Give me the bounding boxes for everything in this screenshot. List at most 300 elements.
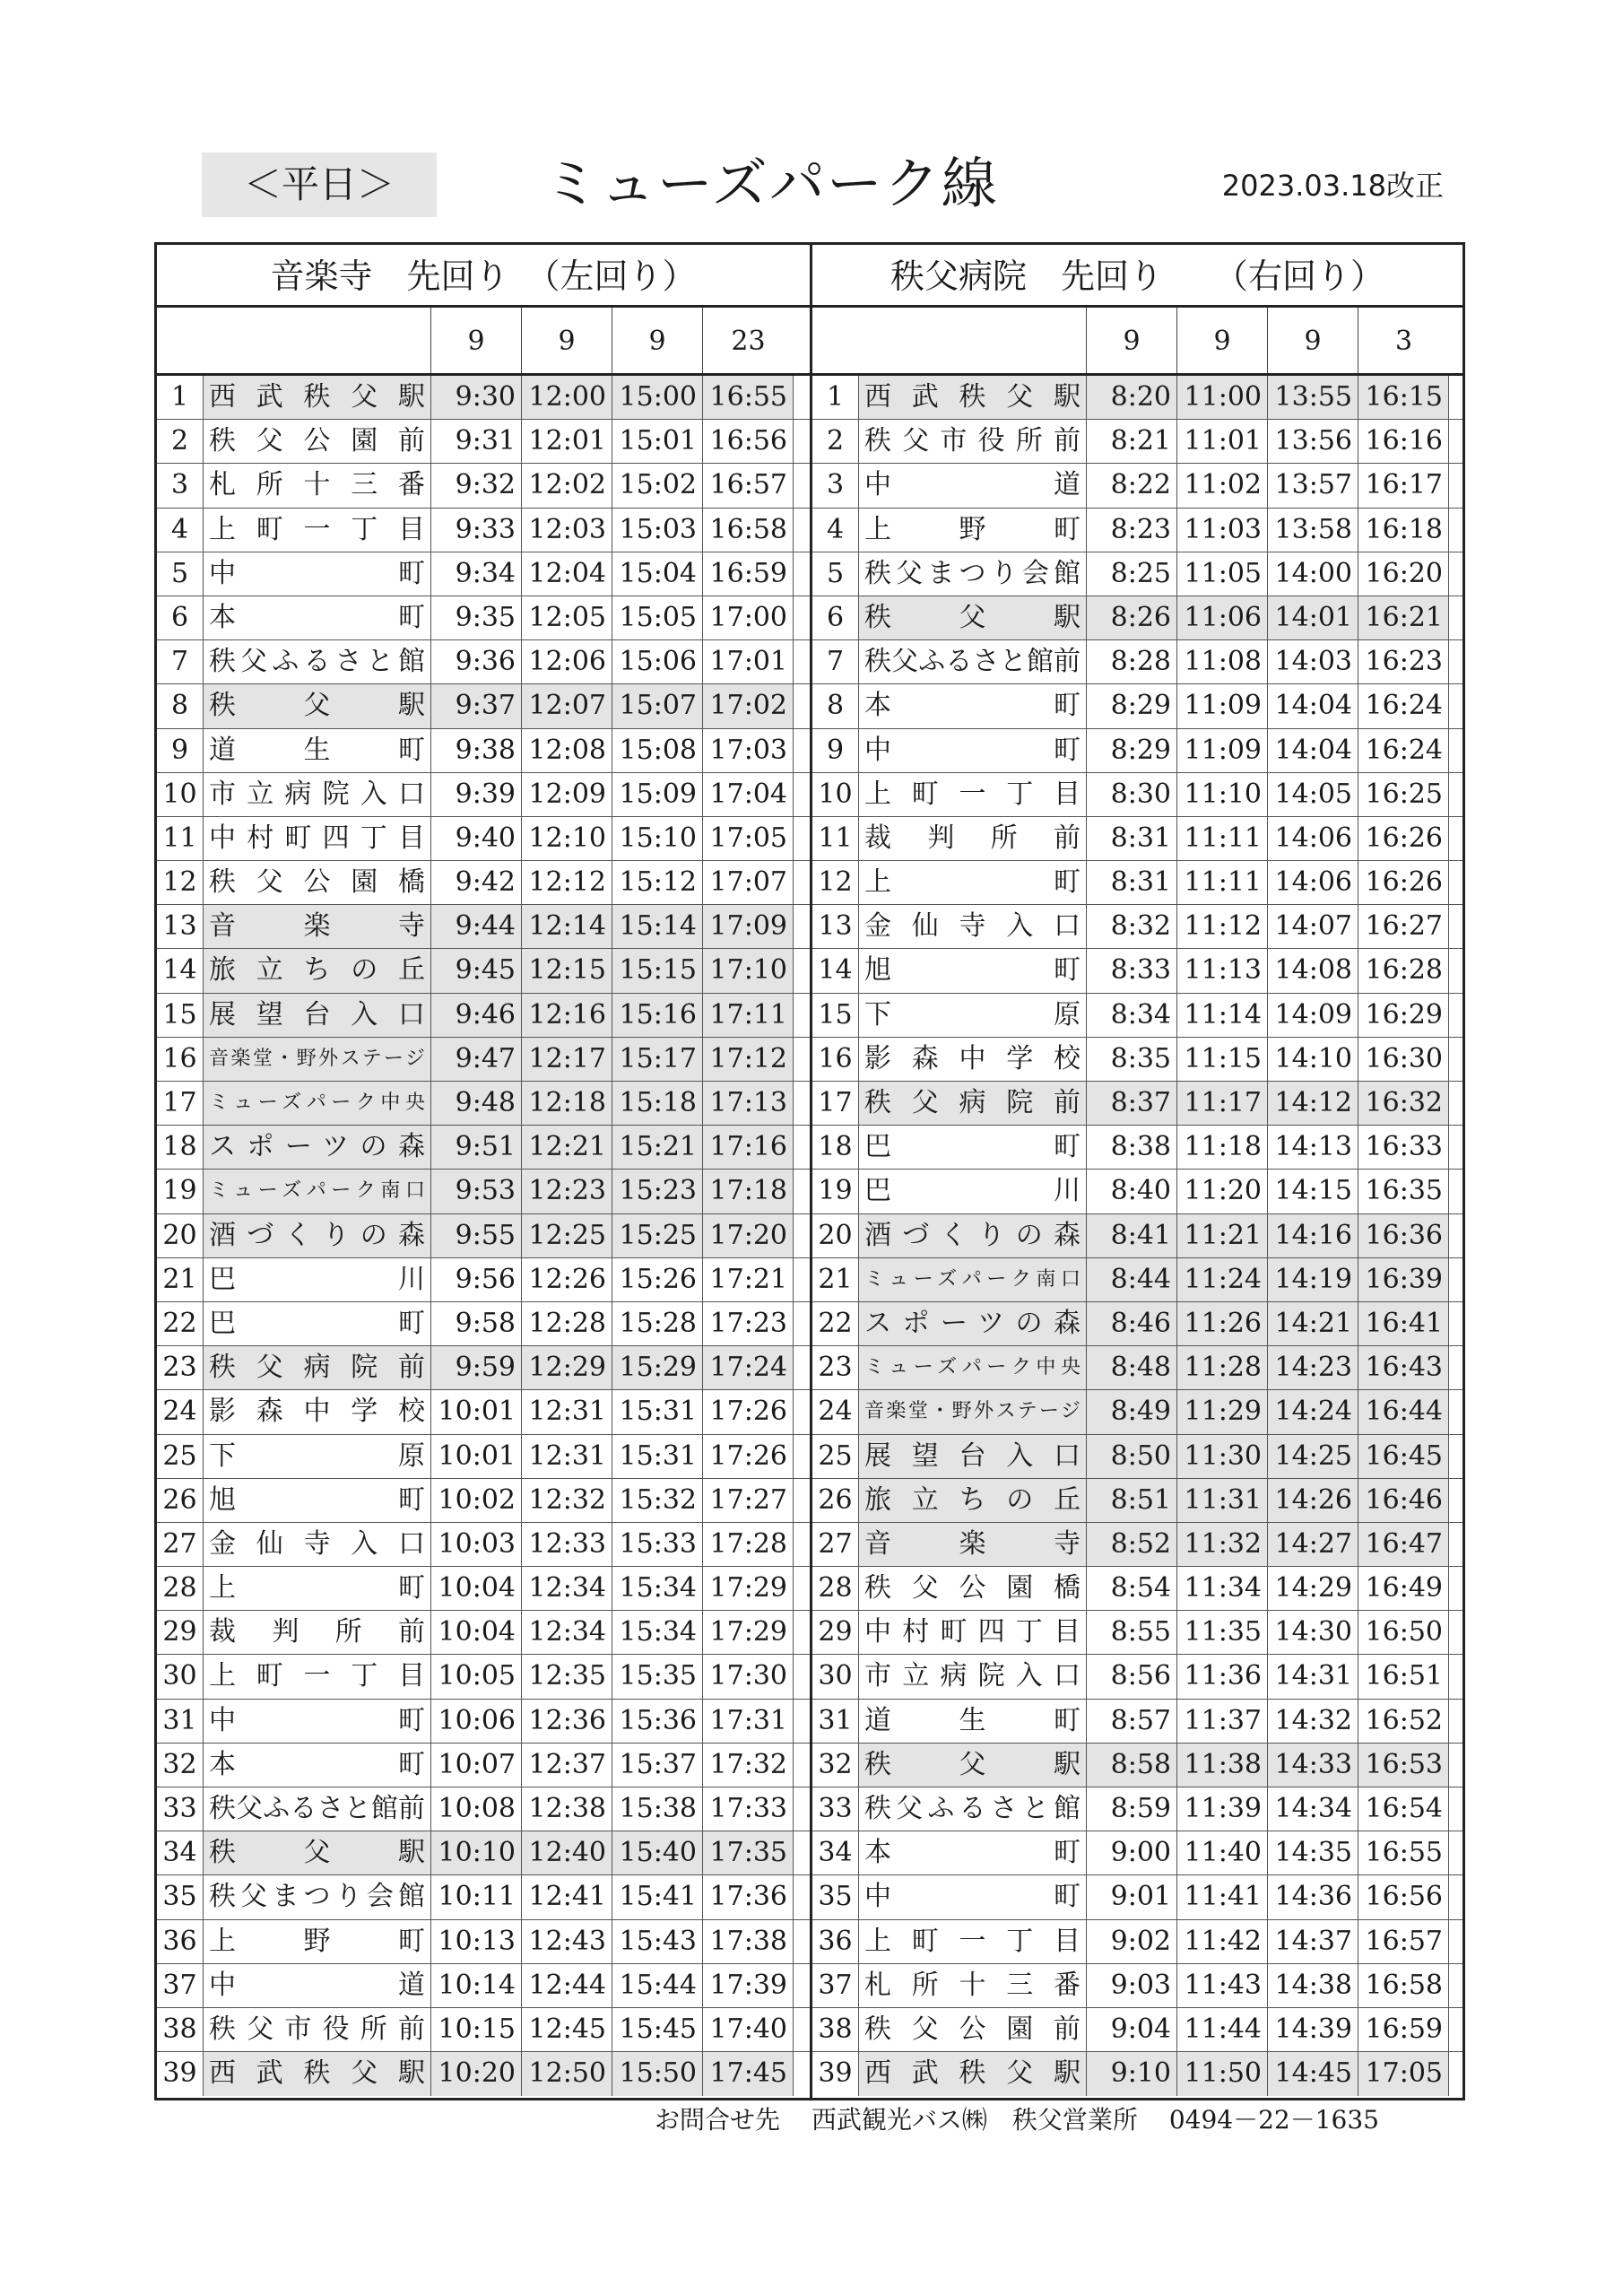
table-row xyxy=(812,1170,1462,1213)
departure-time: 17:38 xyxy=(703,1920,794,1963)
stop-name: 巴 川 xyxy=(204,1258,431,1301)
departure-time: 15:34 xyxy=(612,1611,703,1654)
stop-number: 23 xyxy=(157,1346,204,1389)
departure-time: 16:41 xyxy=(1358,1302,1449,1345)
departure-time: 11:26 xyxy=(1177,1302,1268,1345)
stop-number: 1 xyxy=(157,376,204,419)
departure-time: 11:15 xyxy=(1177,1038,1268,1081)
stop-number: 7 xyxy=(157,640,204,683)
table-row xyxy=(812,2052,1462,2096)
stop-name: 道 生 町 xyxy=(859,1700,1087,1743)
contact-label: お問合せ先 xyxy=(655,2105,781,2135)
left-trip-header-row xyxy=(157,308,810,376)
table-row xyxy=(157,1390,810,1434)
stop-name: 中 町 xyxy=(204,552,431,596)
table-row xyxy=(812,1082,1462,1126)
departure-time: 8:20 xyxy=(1087,376,1177,419)
departure-time: 10:04 xyxy=(431,1567,522,1610)
departure-time: 12:23 xyxy=(522,1170,612,1213)
table-row xyxy=(812,1435,1462,1479)
departure-time: 15:18 xyxy=(612,1082,703,1125)
trip-number: 9 xyxy=(1087,308,1177,373)
departure-time: 8:25 xyxy=(1087,552,1177,596)
stop-number: 5 xyxy=(812,552,859,596)
stop-name: 市立病院入口 xyxy=(204,773,431,816)
right-loop-heading: 秩父病院 先回り （右回り） xyxy=(812,245,1462,308)
departure-time: 13:55 xyxy=(1268,376,1358,419)
table-row xyxy=(157,1875,810,1919)
table-row xyxy=(812,861,1462,905)
departure-time: 17:40 xyxy=(703,2008,794,2051)
table-row xyxy=(157,1346,810,1390)
departure-time: 17:20 xyxy=(703,1214,794,1257)
stop-name: 展望台入口 xyxy=(859,1435,1087,1478)
departure-time: 10:11 xyxy=(431,1875,522,1918)
departure-time: 11:13 xyxy=(1177,949,1268,992)
stop-number: 27 xyxy=(157,1523,204,1566)
departure-time: 8:58 xyxy=(1087,1744,1177,1787)
departure-time: 14:09 xyxy=(1268,994,1358,1037)
stop-number: 38 xyxy=(812,2008,859,2051)
stop-name: 札所十三番 xyxy=(859,1964,1087,2007)
departure-time: 14:29 xyxy=(1268,1567,1358,1610)
departure-time: 10:07 xyxy=(431,1744,522,1787)
table-row xyxy=(812,640,1462,684)
departure-time: 10:01 xyxy=(431,1390,522,1433)
departure-time: 17:39 xyxy=(703,1964,794,2007)
departure-time: 14:34 xyxy=(1268,1787,1358,1831)
table-row xyxy=(157,684,810,728)
departure-time: 12:34 xyxy=(522,1567,612,1610)
stop-number: 3 xyxy=(812,464,859,507)
departure-time: 8:48 xyxy=(1087,1346,1177,1389)
stop-number: 33 xyxy=(812,1787,859,1831)
stop-name: 展望台入口 xyxy=(204,994,431,1037)
stop-name: 本 町 xyxy=(859,1831,1087,1874)
departure-time: 17:24 xyxy=(703,1346,794,1389)
table-row xyxy=(812,1744,1462,1787)
table-row xyxy=(157,1479,810,1523)
departure-time: 15:31 xyxy=(612,1435,703,1478)
departure-time: 9:30 xyxy=(431,376,522,419)
departure-time: 8:31 xyxy=(1087,861,1177,904)
table-row xyxy=(812,1214,1462,1258)
departure-time: 11:34 xyxy=(1177,1567,1268,1610)
table-row xyxy=(812,1523,1462,1567)
stop-number: 25 xyxy=(812,1435,859,1478)
stop-name: スポーツの森 xyxy=(859,1302,1087,1345)
stop-number: 2 xyxy=(812,420,859,463)
departure-time: 14:45 xyxy=(1268,2052,1358,2096)
stop-name: 秩 父 駅 xyxy=(204,684,431,727)
departure-time: 15:35 xyxy=(612,1655,703,1698)
departure-time: 17:02 xyxy=(703,684,794,727)
departure-time: 9:38 xyxy=(431,729,522,772)
stop-name: 上 町 xyxy=(859,861,1087,904)
stop-number: 13 xyxy=(157,905,204,948)
stop-number: 9 xyxy=(157,729,204,772)
departure-time: 8:23 xyxy=(1087,509,1177,552)
departure-time: 11:37 xyxy=(1177,1700,1268,1743)
stop-name: 上町一丁目 xyxy=(859,1920,1087,1963)
departure-time: 8:22 xyxy=(1087,464,1177,507)
departure-time: 16:15 xyxy=(1358,376,1449,419)
stop-name: 西武秩父駅 xyxy=(859,2052,1087,2096)
stop-number: 27 xyxy=(812,1523,859,1566)
stop-name: 秩父ふるさと館前 xyxy=(204,1787,431,1831)
stop-number: 39 xyxy=(157,2052,204,2096)
departure-time: 12:05 xyxy=(522,596,612,639)
departure-time: 17:21 xyxy=(703,1258,794,1301)
departure-time: 17:00 xyxy=(703,596,794,639)
table-row xyxy=(812,684,1462,728)
departure-time: 15:40 xyxy=(612,1831,703,1874)
departure-time: 9:02 xyxy=(1087,1920,1177,1963)
contact-phone: 0494－22－1635 xyxy=(1168,2105,1379,2135)
timetable-right-loop xyxy=(810,245,1462,2098)
departure-time: 17:04 xyxy=(703,773,794,816)
departure-time: 9:39 xyxy=(431,773,522,816)
departure-time: 16:26 xyxy=(1358,817,1449,860)
stop-number: 12 xyxy=(157,861,204,904)
stop-number: 17 xyxy=(157,1082,204,1125)
stop-number: 19 xyxy=(812,1170,859,1213)
departure-time: 9:42 xyxy=(431,861,522,904)
departure-time: 11:02 xyxy=(1177,464,1268,507)
departure-time: 11:40 xyxy=(1177,1831,1268,1874)
departure-time: 16:55 xyxy=(1358,1831,1449,1874)
departure-time: 10:03 xyxy=(431,1523,522,1566)
stop-number: 39 xyxy=(812,2052,859,2096)
departure-time: 8:56 xyxy=(1087,1655,1177,1698)
stop-name: 西武秩父駅 xyxy=(204,376,431,419)
departure-time: 14:19 xyxy=(1268,1258,1358,1301)
departure-time: 16:26 xyxy=(1358,861,1449,904)
departure-time: 14:08 xyxy=(1268,949,1358,992)
departure-time: 11:00 xyxy=(1177,376,1268,419)
departure-time: 12:38 xyxy=(522,1787,612,1831)
departure-time: 17:26 xyxy=(703,1390,794,1433)
departure-time: 14:24 xyxy=(1268,1390,1358,1433)
departure-time: 14:06 xyxy=(1268,861,1358,904)
departure-time: 12:14 xyxy=(522,905,612,948)
stop-name: 秩父ふるさと館 xyxy=(204,640,431,683)
stop-number: 15 xyxy=(157,994,204,1037)
stop-number: 14 xyxy=(157,949,204,992)
stop-number: 32 xyxy=(812,1744,859,1787)
departure-time: 8:33 xyxy=(1087,949,1177,992)
departure-time: 16:51 xyxy=(1358,1655,1449,1698)
departure-time: 16:24 xyxy=(1358,729,1449,772)
departure-time: 17:28 xyxy=(703,1523,794,1566)
departure-time: 10:05 xyxy=(431,1655,522,1698)
table-row xyxy=(157,1523,810,1567)
table-row xyxy=(157,729,810,773)
departure-time: 16:46 xyxy=(1358,1479,1449,1522)
table-row xyxy=(157,509,810,552)
departure-time: 12:21 xyxy=(522,1126,612,1169)
stop-number: 20 xyxy=(812,1214,859,1257)
departure-time: 8:34 xyxy=(1087,994,1177,1037)
departure-time: 8:51 xyxy=(1087,1479,1177,1522)
table-row xyxy=(812,1787,1462,1831)
departure-time: 16:36 xyxy=(1358,1214,1449,1257)
stop-name: 西武秩父駅 xyxy=(859,376,1087,419)
departure-time: 16:57 xyxy=(1358,1920,1449,1963)
departure-time: 14:03 xyxy=(1268,640,1358,683)
stop-number: 18 xyxy=(157,1126,204,1169)
departure-time: 17:11 xyxy=(703,994,794,1037)
departure-time: 16:39 xyxy=(1358,1258,1449,1301)
stop-name: 音楽堂・野外ステージ xyxy=(859,1390,1087,1433)
departure-time: 15:04 xyxy=(612,552,703,596)
departure-time: 17:16 xyxy=(703,1126,794,1169)
stop-number: 34 xyxy=(157,1831,204,1874)
departure-time: 14:04 xyxy=(1268,684,1358,727)
departure-time: 9:53 xyxy=(431,1170,522,1213)
timetable-left-loop xyxy=(157,245,810,2098)
departure-time: 16:54 xyxy=(1358,1787,1449,1831)
table-row xyxy=(812,1567,1462,1611)
departure-time: 12:35 xyxy=(522,1655,612,1698)
table-row xyxy=(157,773,810,817)
stop-number: 24 xyxy=(157,1390,204,1433)
departure-time: 12:08 xyxy=(522,729,612,772)
departure-time: 9:04 xyxy=(1087,2008,1177,2051)
departure-time: 12:32 xyxy=(522,1479,612,1522)
stop-name: 秩父病院前 xyxy=(204,1346,431,1389)
departure-time: 8:54 xyxy=(1087,1567,1177,1610)
departure-time: 8:21 xyxy=(1087,420,1177,463)
stop-name: 音 楽 寺 xyxy=(859,1523,1087,1566)
departure-time: 16:57 xyxy=(703,464,794,507)
departure-time: 12:36 xyxy=(522,1700,612,1743)
departure-time: 9:32 xyxy=(431,464,522,507)
departure-time: 12:06 xyxy=(522,640,612,683)
stop-number: 22 xyxy=(812,1302,859,1345)
departure-time: 8:29 xyxy=(1087,729,1177,772)
departure-time: 15:03 xyxy=(612,509,703,552)
departure-time: 8:30 xyxy=(1087,773,1177,816)
departure-time: 15:32 xyxy=(612,1479,703,1522)
table-row xyxy=(157,1920,810,1964)
departure-time: 12:29 xyxy=(522,1346,612,1389)
stop-name: 酒づくりの森 xyxy=(859,1214,1087,1257)
stop-name: 秩 父 駅 xyxy=(859,1744,1087,1787)
departure-time: 11:01 xyxy=(1177,420,1268,463)
stop-number: 8 xyxy=(812,684,859,727)
stop-number: 10 xyxy=(812,773,859,816)
trip-number: 9 xyxy=(522,308,612,373)
departure-time: 10:02 xyxy=(431,1479,522,1522)
departure-time: 14:07 xyxy=(1268,905,1358,948)
stop-name: 札所十三番 xyxy=(204,464,431,507)
stop-number: 25 xyxy=(157,1435,204,1478)
departure-time: 8:55 xyxy=(1087,1611,1177,1654)
stop-number: 11 xyxy=(157,817,204,860)
table-row xyxy=(157,817,810,861)
departure-time: 16:49 xyxy=(1358,1567,1449,1610)
table-row xyxy=(157,420,810,464)
departure-time: 9:40 xyxy=(431,817,522,860)
departure-time: 8:41 xyxy=(1087,1214,1177,1257)
stop-name: スポーツの森 xyxy=(204,1126,431,1169)
table-row xyxy=(157,949,810,993)
stop-name: 秩 父 駅 xyxy=(859,596,1087,639)
departure-time: 17:09 xyxy=(703,905,794,948)
departure-time: 14:13 xyxy=(1268,1126,1358,1169)
table-row xyxy=(157,1126,810,1170)
departure-time: 17:05 xyxy=(703,817,794,860)
trip-number: 23 xyxy=(731,326,766,357)
departure-time: 9:37 xyxy=(431,684,522,727)
departure-time: 11:43 xyxy=(1177,1964,1268,2007)
departure-time: 8:37 xyxy=(1087,1082,1177,1125)
departure-time: 14:26 xyxy=(1268,1479,1358,1522)
departure-time: 14:27 xyxy=(1268,1523,1358,1566)
departure-time: 16:52 xyxy=(1358,1700,1449,1743)
stop-number: 9 xyxy=(812,729,859,772)
departure-time: 12:28 xyxy=(522,1302,612,1345)
stop-name: 秩父市役所前 xyxy=(204,2008,431,2051)
departure-time: 16:24 xyxy=(1358,684,1449,727)
departure-time: 11:06 xyxy=(1177,596,1268,639)
stop-name: 秩父まつり会館 xyxy=(204,1875,431,1918)
trip-header-blank xyxy=(157,308,431,373)
departure-time: 12:02 xyxy=(522,464,612,507)
departure-time: 12:34 xyxy=(522,1611,612,1654)
departure-time: 11:29 xyxy=(1177,1390,1268,1433)
departure-time: 8:59 xyxy=(1087,1787,1177,1831)
stop-number: 31 xyxy=(157,1700,204,1743)
departure-time: 14:23 xyxy=(1268,1346,1358,1389)
departure-time: 16:56 xyxy=(703,420,794,463)
departure-time: 12:09 xyxy=(522,773,612,816)
stop-name: 旭 町 xyxy=(859,949,1087,992)
stop-name: 旭 町 xyxy=(204,1479,431,1522)
departure-time: 9:35 xyxy=(431,596,522,639)
departure-time: 12:15 xyxy=(522,949,612,992)
departure-time: 16:20 xyxy=(1358,552,1449,596)
departure-time: 8:40 xyxy=(1087,1170,1177,1213)
departure-time: 12:18 xyxy=(522,1082,612,1125)
departure-time: 12:17 xyxy=(522,1038,612,1081)
stop-name: 中 道 xyxy=(204,1964,431,2007)
stop-name: ミューズパーク中央 xyxy=(859,1346,1087,1389)
departure-time: 11:38 xyxy=(1177,1744,1268,1787)
departure-time: 17:23 xyxy=(703,1302,794,1345)
table-row xyxy=(812,1126,1462,1170)
stop-name: 秩父まつり会館 xyxy=(859,552,1087,596)
stop-number: 28 xyxy=(812,1567,859,1610)
stop-number: 6 xyxy=(812,596,859,639)
departure-time: 16:47 xyxy=(1358,1523,1449,1566)
departure-time: 10:01 xyxy=(431,1435,522,1478)
departure-time: 11:32 xyxy=(1177,1523,1268,1566)
departure-time: 16:27 xyxy=(1358,905,1449,948)
stop-name: 金仙寺入口 xyxy=(204,1523,431,1566)
departure-time: 17:45 xyxy=(703,2052,794,2096)
stop-name: 金仙寺入口 xyxy=(859,905,1087,948)
stop-number: 30 xyxy=(157,1655,204,1698)
departure-time: 11:20 xyxy=(1177,1170,1268,1213)
departure-time: 14:21 xyxy=(1268,1302,1358,1345)
stop-number: 20 xyxy=(157,1214,204,1257)
stop-number: 1 xyxy=(812,376,859,419)
departure-time: 9:10 xyxy=(1087,2052,1177,2096)
stop-name: 中 町 xyxy=(859,729,1087,772)
stop-number: 16 xyxy=(157,1038,204,1081)
stop-number: 37 xyxy=(812,1964,859,2007)
departure-time: 11:50 xyxy=(1177,2052,1268,2096)
right-trip-header-row xyxy=(812,308,1462,376)
stop-number: 15 xyxy=(812,994,859,1037)
departure-time: 8:28 xyxy=(1087,640,1177,683)
departure-time: 11:08 xyxy=(1177,640,1268,683)
departure-time: 14:06 xyxy=(1268,817,1358,860)
trip-number: 3 xyxy=(1394,326,1413,357)
departure-time: 15:01 xyxy=(612,420,703,463)
table-row xyxy=(812,464,1462,508)
departure-time: 17:05 xyxy=(1358,2052,1449,2096)
stop-name: ミューズパーク南口 xyxy=(859,1258,1087,1301)
stop-name: 西武秩父駅 xyxy=(204,2052,431,2096)
stop-number: 23 xyxy=(812,1346,859,1389)
right-stop-list xyxy=(812,376,1462,2096)
table-row xyxy=(812,1346,1462,1390)
departure-time: 14:37 xyxy=(1268,1920,1358,1963)
stop-number: 13 xyxy=(812,905,859,948)
departure-time: 14:30 xyxy=(1268,1611,1358,1654)
departure-time: 15:10 xyxy=(612,817,703,860)
departure-time: 16:45 xyxy=(1358,1435,1449,1478)
stop-number: 12 xyxy=(812,861,859,904)
stop-number: 29 xyxy=(157,1611,204,1654)
table-row xyxy=(812,729,1462,773)
stop-name: 酒づくりの森 xyxy=(204,1214,431,1257)
departure-time: 15:05 xyxy=(612,596,703,639)
departure-time: 16:59 xyxy=(1358,2008,1449,2051)
departure-time: 8:52 xyxy=(1087,1523,1177,1566)
table-row xyxy=(157,376,810,420)
stop-name: 音楽堂・野外ステージ xyxy=(204,1038,431,1081)
stop-number: 37 xyxy=(157,1964,204,2007)
left-loop-heading: 音楽寺 先回り （左回り） xyxy=(157,245,810,308)
stop-number: 26 xyxy=(157,1479,204,1522)
stop-number: 36 xyxy=(157,1920,204,1963)
departure-time: 13:56 xyxy=(1268,420,1358,463)
stop-name: 上 野 町 xyxy=(204,1920,431,1963)
table-row xyxy=(812,1479,1462,1523)
table-row xyxy=(812,1655,1462,1699)
stop-number: 26 xyxy=(812,1479,859,1522)
departure-time: 12:33 xyxy=(522,1523,612,1566)
departure-time: 16:23 xyxy=(1358,640,1449,683)
departure-time: 9:48 xyxy=(431,1082,522,1125)
stop-number: 34 xyxy=(812,1831,859,1874)
departure-time: 14:38 xyxy=(1268,1964,1358,2007)
table-row xyxy=(157,1214,810,1258)
departure-time: 13:58 xyxy=(1268,509,1358,552)
departure-time: 16:30 xyxy=(1358,1038,1449,1081)
stop-name: 音 楽 寺 xyxy=(204,905,431,948)
departure-time: 17:12 xyxy=(703,1038,794,1081)
stop-number: 10 xyxy=(157,773,204,816)
departure-time: 8:46 xyxy=(1087,1302,1177,1345)
departure-time: 8:32 xyxy=(1087,905,1177,948)
departure-time: 15:08 xyxy=(612,729,703,772)
stop-name: 中 道 xyxy=(859,464,1087,507)
